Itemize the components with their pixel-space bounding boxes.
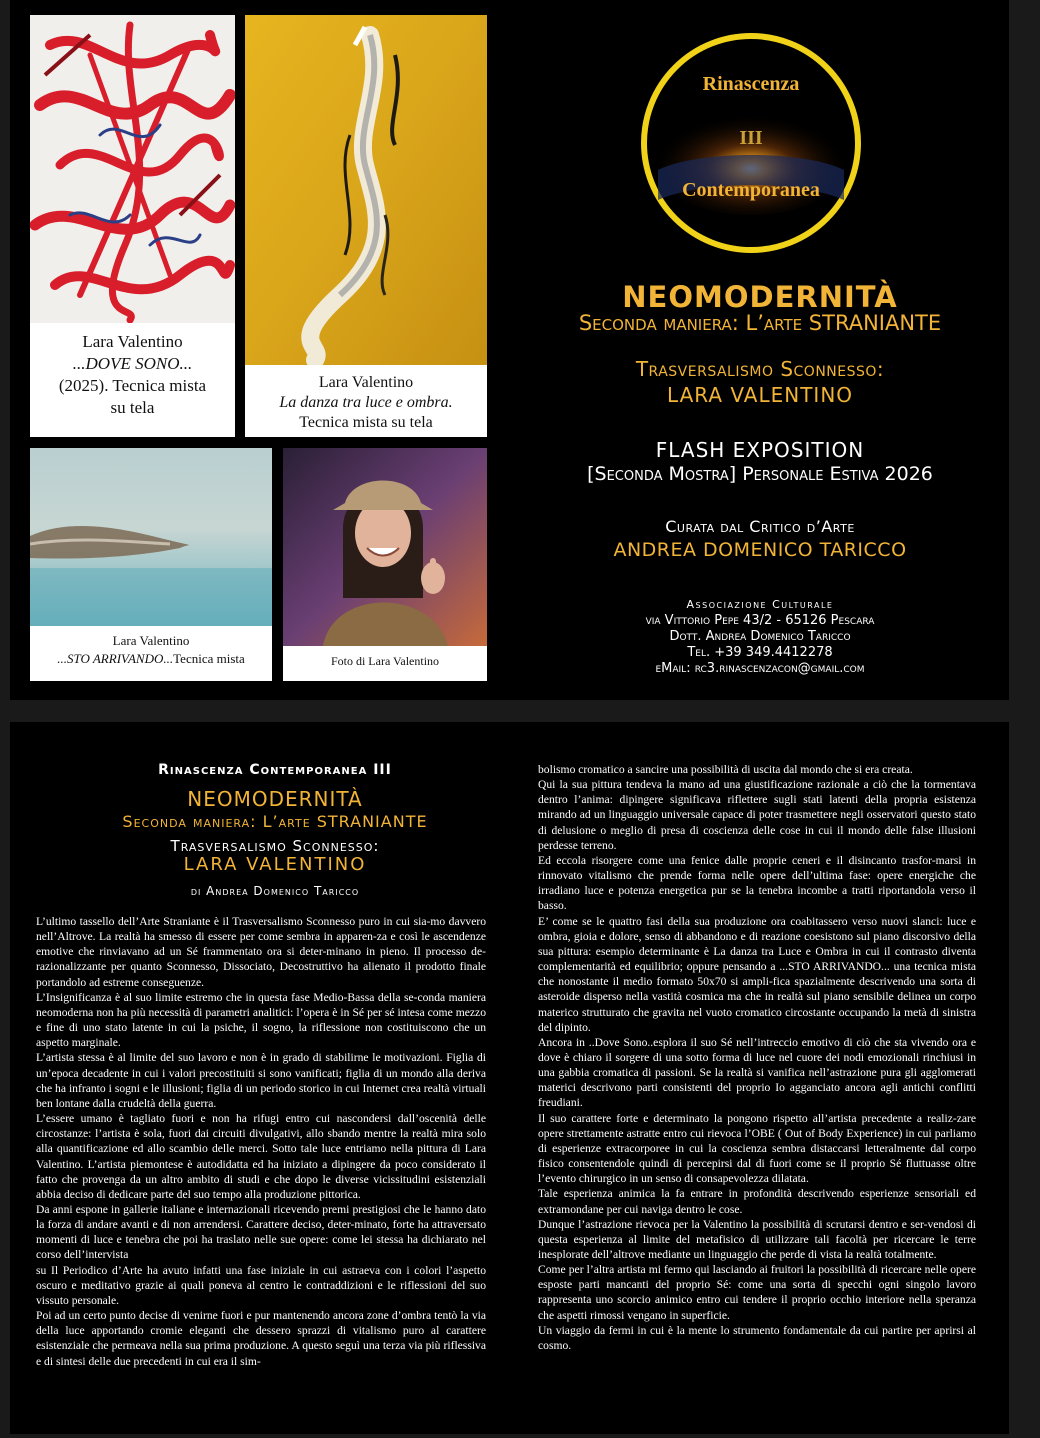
paragraph: bolismo cromatico a sancire una possibilità di uscita dal mondo che si era creata.	[538, 763, 913, 776]
logo-line3: Contemporanea	[682, 179, 820, 201]
paragraph: Il suo carattere forte e determinato la pongono rispetto all’artista precedente a realiz-zare opere strettamente astratte entro cui rievoca l’OBE ( Out of Body Experience) in cui parliamo di esperienze extracorporee in cui la coscienza sembra distaccarsi letteralmente dal corpo fisico consentendole quindi di percepirsi dal di fuori come se il proprio Sé fluttuasse oltre l’evento chirurgico in un senso di consapevolezza dilatata.	[538, 1111, 976, 1186]
artwork-details-2: su tela	[110, 398, 155, 417]
artwork-artist: Lara Valentino	[82, 332, 183, 351]
article-panel	[10, 722, 1009, 1434]
poster-assoc: Associazione Culturale	[686, 598, 834, 611]
artwork-artist: Lara Valentino	[112, 633, 190, 648]
artwork-card-sto-arrivando	[30, 448, 272, 681]
paragraph: L’artista stessa è al limite del suo lavoro e non è in grado di stabilirne le motivazioni. Figlia di un’epoca decadente in cui i valori precostituiti si sono vanificati; figlia di un mondo alla deriva che ha infranto i sogni e le illusioni; figlia di un periodo storico in cui Internet crea realtà virtuali ben lontane dalla crudeltà della guerra.	[36, 1051, 486, 1110]
article-column-1	[36, 914, 486, 1369]
photo-caption: Foto di Lara Valentino	[330, 654, 440, 668]
article-artist: LARA VALENTINO	[183, 854, 367, 875]
poster-title: NEOMODERNITÀ	[622, 280, 898, 314]
paragraph: E’ come se le quattro fasi della sua produzione ora coabitassero verso nuovi slanci: luce e ombra, gioia e dolore, senso di abbandono e di reazione coesistono sul piano discorsivo della sua pittura: esempio determinante è La danza tra Luce e Ombra in cui il contrasto diventa complementarità ed equilibrio; oppure pensando a ...STO ARRIVANDO... una tecnica mista che nonostante il medio formato 50x70 si ampli-fica spazialmente descrivendo una sorta di asteroide disperso nella vastità cosmica ma che in realtà sul piano sensibile delinea un corpo materico strutturato che gravita nel vuoto cromatico circostante occupando la metà di sinistra del dipinto.	[538, 914, 976, 1034]
artwork-title: ...STO ARRIVANDO...	[57, 651, 174, 666]
artwork-details: Tecnica mista	[173, 651, 245, 666]
article-title: NEOMODERNITÀ	[187, 787, 363, 811]
artwork-artist: Lara Valentino	[318, 374, 414, 391]
rinascenza-logo	[638, 30, 864, 256]
poster-curated-by: Curata dal Critico d’Arte	[665, 517, 855, 536]
artwork-caption-dove-sono	[30, 331, 235, 419]
poster-contact-name: Dott. Andrea Domenico Taricco	[669, 629, 851, 644]
paragraph: Ancora in ..Dove Sono..esplora il suo Sé nell’intreccio emotivo di ciò che sta vivendo ora e dove è chiaro il sorgere di una sotto forma di luce nel cuore dei nodi emozionali rinchiusi in una gabbia cromatica di passioni. Se la realtà si vanifica nell’astrazione pura gli agglomerati materici descrivono parti consistenti del proprio Io agganciato ancora agli antichi conflitti freudiani.	[538, 1035, 976, 1110]
poster-phone: Tel. +39 349.4412278	[687, 645, 833, 660]
paragraph: Da anni espone in gallerie italiane e internazionali ricevendo premi prestigiosi che le hanno dato la forza di andare avanti e di non arrendersi. Carattere deciso, deter-minato, forte ha attraversato momenti di luce e tenebra che poi ha traslato nelle sue opere: come lei stessa ha dichiarato nel corso dell’intervista	[36, 1202, 486, 1262]
poster-panel	[10, 0, 1009, 700]
paragraph: Come per l’altra artista mi fermo qui lasciando ai fruitori la possibilità di ricercare nelle opere esposte parti mancanti del proprio Sé: come una sorta di specchi ogni singolo lavoro rappresenta uno scorcio animico entro cui tendere il proprio occhio interiore nella speranza che aspetti rimossi vengano in superficie.	[538, 1263, 976, 1322]
article-byline: di Andrea Domenico Taricco	[190, 884, 360, 898]
logo-line2: III	[739, 127, 763, 149]
artwork-card-dove-sono	[30, 15, 235, 437]
painting-dove-sono	[30, 15, 235, 323]
article-movement: Trasversalismo Sconnesso:	[170, 837, 380, 855]
article-subtitle: Seconda maniera: L’arte STRANIANTE	[122, 812, 428, 831]
article-column-2	[538, 762, 976, 1353]
artist-photo	[283, 448, 487, 646]
paragraph: Un viaggio da fermi in cui è la mente lo strumento fondamentale da cui partire per aprirsi al cosmo.	[538, 1323, 976, 1352]
article-series: Rinascenza Contemporanea III	[158, 762, 392, 778]
paragraph: su Il Periodico d’Arte ha avuto infatti una fase iniziale in cui astraeva con i colori l’aspetto oscuro e meditativo grazie ai quali poneva al centro le contraddizioni e le riflessioni del suo vissuto personale.	[36, 1263, 486, 1307]
paragraph: Ed eccola risorgere come una fenice dalle proprie ceneri e il disincanto trasfor-marsi in rinnovato vitalismo che prende forma nelle opere dell’ultima fase: opere energiche che irradiano luce e potenza energetica pur se la tenebra incombe a tratti riportandola verso il basso.	[538, 853, 976, 913]
artwork-title: La danza tra luce e ombra.	[279, 394, 453, 411]
artist-photo-card	[283, 448, 487, 681]
poster-event-sub: [Seconda Mostra] Personale Estiva 2026	[587, 463, 933, 485]
poster-event: FLASH EXPOSITION	[655, 438, 865, 462]
poster-artist: LARA VALENTINO	[666, 383, 854, 407]
painting-danza	[245, 15, 487, 365]
paragraph: Poi ad un certo punto decise di venirne fuori e pur mantenendo ancora zone d’ombra tentò la via della luce apportando cromie eleganti che dessero sprazzi di vitalismo puro al carattere esistenziale che permeava nella sua prima produzione. A questo seguì una terza via più riflessiva e di sintesi delle due precedenti in cui era il sim-	[36, 1309, 486, 1368]
poster-curator: ANDREA DOMENICO TARICCO	[613, 539, 907, 561]
artwork-title: ...DOVE SONO...	[72, 354, 193, 373]
artwork-card-danza	[245, 15, 487, 437]
artwork-details: Tecnica mista su tela	[299, 414, 433, 431]
paragraph: L’Insignificanza è al suo limite estremo che in questa fase Medio-Bassa della se-conda maniera neomoderna non ha più necessità di parametri analitici: l’opera è in Sé per sé intesa come mezzo e fine di uno stato latente in cui la psiche, il sogno, la riflessione non costituiscono che un aspetto marginale.	[36, 990, 486, 1050]
poster-email[interactable]: eMail: rc3.rinascenzacon@gmail.com	[655, 661, 865, 676]
artwork-caption-sto-arrivando	[30, 632, 272, 668]
artwork-caption-danza	[245, 373, 487, 433]
poster-address: via Vittorio Pepe 43/2 - 65126 Pescara	[645, 613, 875, 628]
paragraph: Tale esperienza animica la fa entrare in profondità descrivendo esperienze sensoriali ed extramondane per cui naviga dentro le cose.	[538, 1187, 976, 1216]
paragraph: Qui la sua pittura tendeva la mano ad una giustificazione razionale a ciò che la tormentava dentro l’anima: dipingere significava riflettere sugli stati latenti della propria esistenza mirando ad un linguaggio universale capace di poter trasmettere negli osservatori questo stato di delusione o meglio di presa di coscienza delle cose in cui il mondo delle false illusioni perdesse terreno.	[538, 778, 976, 852]
paragraph: Dunque l’astrazione rievoca per la Valentino la possibilità di scrutarsi dentro e ser-vendosi di questa esperienza al limite del metafisico di utilizzare tali facoltà per ricercare le terre inesplorate dell’altrove mediante un linguaggio che perde di vista la realtà totalmente.	[538, 1217, 976, 1261]
poster-subtitle: Seconda maniera: L’arte STRANIANTE	[578, 311, 942, 335]
paragraph: L’essere umano è tagliato fuori e non ha rifugi entro cui nascondersi dall’oscenità delle circostanze: l’artista è sola, fuori dai circuiti divulgativi, allo sbando mentre la realtà mira solo alla quantificazione ed allo scambio delle merci. Sotto tale luce entriamo nella pittura di Lara Valentino. L’artista piemontese è autodidatta ed ha iniziato a dipingere da poco considerato il fatto che provenga da un altro ambito di studi e che dopo le diverse vicissitudini esistenziali abbia deciso di dedicare parte del suo tempo alla produzione pittorica.	[36, 1112, 486, 1201]
paragraph: L’ultimo tassello dell’Arte Straniante è il Trasversalismo Sconnesso puro in cui sia-mo davvero nell’Altrove. La realtà ha smesso di essere per come sembra in apparen-za e così le ascendenze emotive che rinviavano ad un Sé frammentato ora si deter-minano in pieno. Il processo de-razionalizzante per quanto Sconnesso, Dissociato, Decostruttivo ha alienato il prodotto finale portandolo ad estreme conseguenze.	[36, 915, 486, 989]
logo-line1: Rinascenza	[702, 73, 800, 95]
artwork-details: (2025). Tecnica mista	[58, 376, 207, 395]
painting-sto-arrivando	[30, 448, 272, 626]
poster-movement: Trasversalismo Sconnesso:	[635, 357, 885, 381]
